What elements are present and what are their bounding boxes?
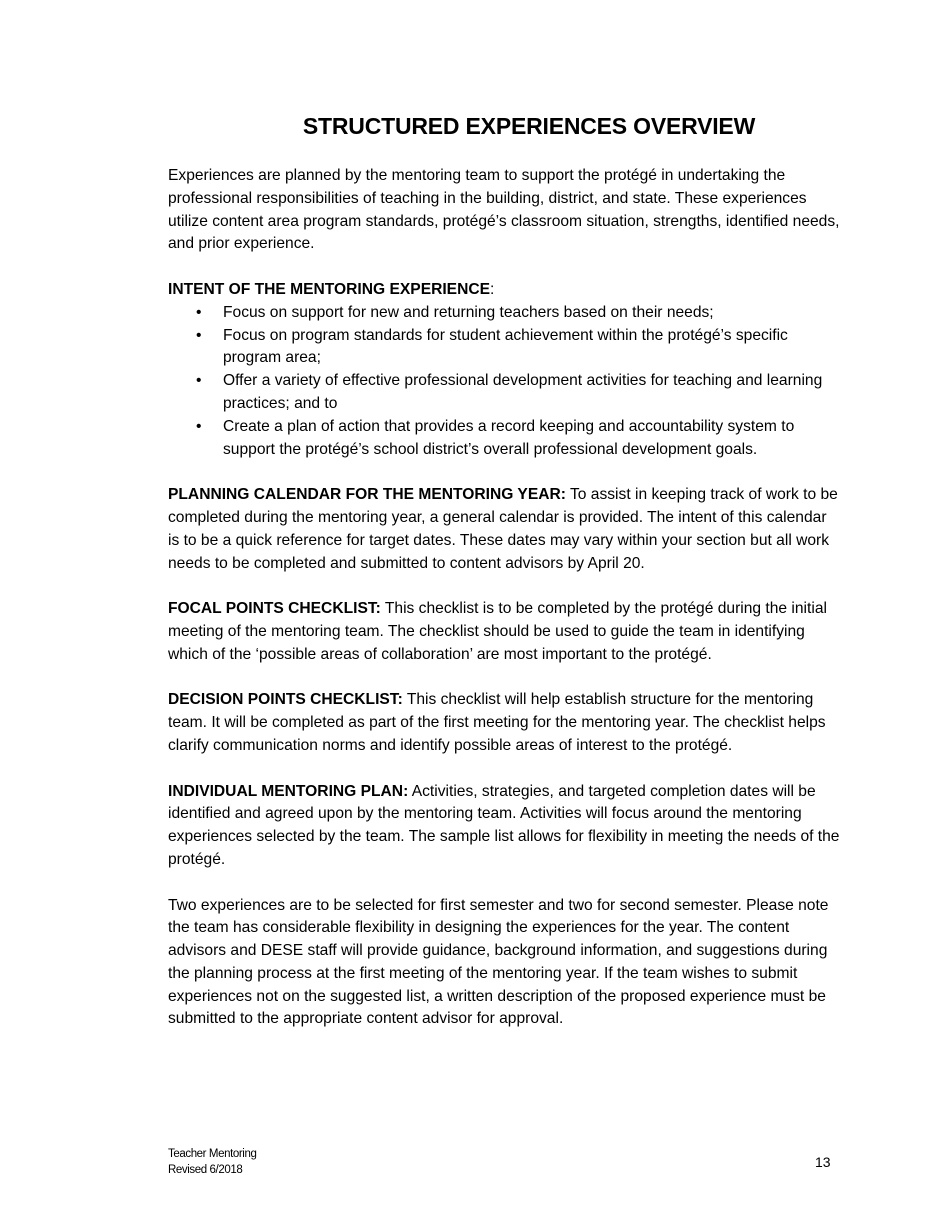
section-heading: DECISION POINTS CHECKLIST: <box>168 691 403 709</box>
list-item-text: Create a plan of action that provides a record keeping and accountability system to support the protégé’s school district’s overall professional development goals. <box>223 417 795 458</box>
page-number: 13 <box>815 1154 831 1170</box>
intro-paragraph: Experiences are planned by the mentoring team to support the protégé in undertaking the professional responsibilities of teaching in the building, district, and state. These experiences utilize content area program standards, protégé’s classroom situation, strengths, identified needs, and prior experience. <box>168 167 840 253</box>
section-planning-calendar <box>168 484 840 575</box>
intent-list <box>168 302 840 462</box>
list-item <box>196 416 840 462</box>
section-heading: INDIVIDUAL MENTORING PLAN: <box>168 782 409 800</box>
intent-heading-colon: : <box>490 280 495 298</box>
list-item-text: Focus on program standards for student achievement within the protégé’s specific program area; <box>223 326 788 367</box>
footer-info <box>168 1146 256 1178</box>
list-item <box>196 325 840 371</box>
bullet-icon: • <box>196 326 202 344</box>
closing-paragraph: Two experiences are to be selected for first semester and two for second semester. Please note the team has considerable flexibility in designing the experiences for the year. The content advisors and DESE staff will provide guidance, background information, and suggestions during the planning process at the first meeting of the mentoring year. If the team wishes to submit experiences not on the suggested list, a written description of the proposed experience must be submitted to the appropriate content advisor for approval. <box>168 896 829 1028</box>
list-item <box>196 370 840 416</box>
section-text: To assist in keeping track of work to be completed during the mentoring year, a general calendar is provided. The intent of this calendar is to be a quick reference for target dates. These dates may vary within your section but all work needs to be completed and submitted to content advisors by April 20. <box>168 486 838 572</box>
footer-revision: Revised 6/2018 <box>168 1164 243 1176</box>
list-item-text: Focus on support for new and returning teachers based on their needs; <box>223 303 714 321</box>
bullet-icon: • <box>196 417 202 435</box>
list-item <box>196 302 840 325</box>
intent-heading <box>168 279 840 302</box>
section-focal-points <box>168 598 840 666</box>
section-decision-points <box>168 689 840 757</box>
intent-heading-label: INTENT OF THE MENTORING EXPERIENCE <box>168 280 491 298</box>
page-title: STRUCTURED EXPERIENCES OVERVIEW <box>302 113 756 139</box>
section-text: This checklist is to be completed by the protégé during the initial meeting of the mentoring team. The checklist should be used to guide the team in identifying which of the ‘possible areas of collaboration’ are most important to the protégé. <box>168 600 827 663</box>
page-body <box>168 165 840 1054</box>
section-individual-plan <box>168 781 840 872</box>
list-item-text: Offer a variety of effective professional development activities for teaching and learning practices; and to <box>223 372 823 412</box>
bullet-icon: • <box>196 372 202 390</box>
section-heading: FOCAL POINTS CHECKLIST: <box>168 600 381 618</box>
section-heading: PLANNING CALENDAR FOR THE MENTORING YEAR: <box>168 486 566 504</box>
section-text: This checklist will help establish structure for the mentoring team. It will be completed as part of the first meeting for the mentoring year. The checklist helps clarify communication norms and identify possible areas of interest to the protégé. <box>168 691 826 754</box>
footer-doc-title: Teacher Mentoring <box>168 1148 257 1160</box>
bullet-icon: • <box>196 303 202 321</box>
section-text: Activities, strategies, and targeted completion dates will be identified and agreed upon by the mentoring team. Activities will focus around the mentoring experiences selected by the team. The sample list allows for flexibility in meeting the needs of the protégé. <box>168 782 840 868</box>
